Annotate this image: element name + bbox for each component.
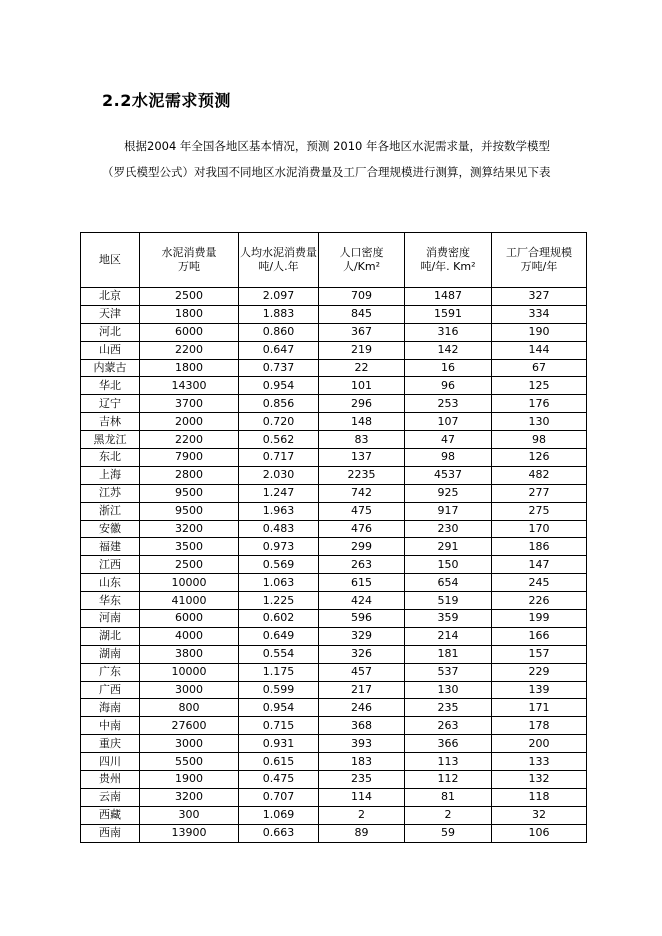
per-capita-cell: 0.554 xyxy=(239,645,319,663)
plant-scale-cell: 190 xyxy=(492,323,587,341)
consumption-cell: 10000 xyxy=(140,574,239,592)
population-density-cell: 2235 xyxy=(319,466,405,484)
consumption-cell: 3800 xyxy=(140,645,239,663)
population-density-cell: 217 xyxy=(319,681,405,699)
table-row xyxy=(81,788,587,806)
consumption-density-cell: 235 xyxy=(405,699,492,717)
consumption-density-cell: 263 xyxy=(405,717,492,735)
consumption-cell: 2800 xyxy=(140,466,239,484)
plant-scale-cell: 144 xyxy=(492,341,587,359)
intro-paragraph-text: 根据2004 年全国各地区基本情况，预测 2010 年各地区水泥需求量，并按数学模型（罗氏模型公式）对我国不同地区水泥消费量及工厂合理规模进行测算，测算结果见下表 xyxy=(102,139,551,179)
region-cell: 海南 xyxy=(81,699,140,717)
per-capita-cell: 0.475 xyxy=(239,771,319,789)
per-capita-cell: 1.247 xyxy=(239,484,319,502)
plant-scale-cell: 199 xyxy=(492,610,587,628)
plant-scale-cell: 98 xyxy=(492,431,587,449)
table-row xyxy=(81,824,587,842)
table-row xyxy=(81,323,587,341)
plant-scale-cell: 176 xyxy=(492,395,587,413)
table-row xyxy=(81,753,587,771)
population-density-cell: 148 xyxy=(319,413,405,431)
per-capita-cell: 0.737 xyxy=(239,359,319,377)
consumption-density-header: 消费密度 吨/年. Km² xyxy=(405,233,492,288)
per-capita-header: 人均水泥消费量 吨/人.年 xyxy=(239,233,319,288)
plant-scale-cell: 186 xyxy=(492,538,587,556)
population-density-cell: 2 xyxy=(319,806,405,824)
consumption-cell: 1800 xyxy=(140,359,239,377)
per-capita-cell: 0.856 xyxy=(239,395,319,413)
plant-scale-cell: 32 xyxy=(492,806,587,824)
per-capita-cell: 0.569 xyxy=(239,556,319,574)
population-density-cell: 83 xyxy=(319,431,405,449)
region-cell: 西南 xyxy=(81,824,140,842)
consumption-cell: 9500 xyxy=(140,484,239,502)
region-cell: 河北 xyxy=(81,323,140,341)
region-cell: 东北 xyxy=(81,449,140,467)
table-row xyxy=(81,449,587,467)
per-capita-cell: 0.954 xyxy=(239,699,319,717)
population-density-cell: 246 xyxy=(319,699,405,717)
plant-scale-cell: 132 xyxy=(492,771,587,789)
region-cell: 山西 xyxy=(81,341,140,359)
plant-scale-cell: 126 xyxy=(492,449,587,467)
table-row xyxy=(81,341,587,359)
per-capita-cell: 0.599 xyxy=(239,681,319,699)
consumption-density-cell: 150 xyxy=(405,556,492,574)
plant-scale-cell: 275 xyxy=(492,502,587,520)
region-cell: 湖南 xyxy=(81,645,140,663)
consumption-density-cell: 291 xyxy=(405,538,492,556)
consumption-cell: 5500 xyxy=(140,753,239,771)
table-row xyxy=(81,717,587,735)
consumption-density-cell: 2 xyxy=(405,806,492,824)
table-row xyxy=(81,288,587,306)
population-density-cell: 845 xyxy=(319,305,405,323)
region-cell: 安徽 xyxy=(81,520,140,538)
table-row xyxy=(81,556,587,574)
consumption-density-cell: 925 xyxy=(405,484,492,502)
plant-scale-cell: 133 xyxy=(492,753,587,771)
plant-scale-cell: 106 xyxy=(492,824,587,842)
consumption-cell: 6000 xyxy=(140,323,239,341)
per-capita-cell: 1.175 xyxy=(239,663,319,681)
region-cell: 吉林 xyxy=(81,413,140,431)
table-row xyxy=(81,520,587,538)
table-row xyxy=(81,663,587,681)
consumption-density-cell: 1591 xyxy=(405,305,492,323)
region-cell: 江西 xyxy=(81,556,140,574)
table-row xyxy=(81,574,587,592)
region-cell: 四川 xyxy=(81,753,140,771)
region-cell: 浙江 xyxy=(81,502,140,520)
table-row xyxy=(81,359,587,377)
consumption-cell: 2000 xyxy=(140,413,239,431)
per-capita-cell: 0.707 xyxy=(239,788,319,806)
per-capita-cell: 1.225 xyxy=(239,592,319,610)
table-row xyxy=(81,395,587,413)
consumption-cell: 13900 xyxy=(140,824,239,842)
consumption-cell: 14300 xyxy=(140,377,239,395)
population-density-cell: 183 xyxy=(319,753,405,771)
per-capita-cell: 0.663 xyxy=(239,824,319,842)
table-row xyxy=(81,413,587,431)
region-cell: 中南 xyxy=(81,717,140,735)
plant-scale-cell: 200 xyxy=(492,735,587,753)
population-density-cell: 101 xyxy=(319,377,405,395)
population-density-cell: 89 xyxy=(319,824,405,842)
per-capita-cell: 1.883 xyxy=(239,305,319,323)
plant-scale-cell: 245 xyxy=(492,574,587,592)
population-density-cell: 475 xyxy=(319,502,405,520)
table-row xyxy=(81,681,587,699)
consumption-cell: 2500 xyxy=(140,288,239,306)
table-row xyxy=(81,305,587,323)
per-capita-cell: 0.720 xyxy=(239,413,319,431)
per-capita-cell: 1.069 xyxy=(239,806,319,824)
population-density-header: 人口密度 人/Km² xyxy=(319,233,405,288)
plant-scale-cell: 334 xyxy=(492,305,587,323)
table-row xyxy=(81,484,587,502)
consumption-cell: 3000 xyxy=(140,681,239,699)
region-cell: 山东 xyxy=(81,574,140,592)
population-density-cell: 219 xyxy=(319,341,405,359)
table-row xyxy=(81,466,587,484)
table-row xyxy=(81,538,587,556)
table-row xyxy=(81,627,587,645)
plant-scale-cell: 139 xyxy=(492,681,587,699)
consumption-density-cell: 98 xyxy=(405,449,492,467)
region-cell: 天津 xyxy=(81,305,140,323)
population-density-cell: 368 xyxy=(319,717,405,735)
consumption-density-cell: 112 xyxy=(405,771,492,789)
population-density-cell: 329 xyxy=(319,627,405,645)
population-density-cell: 263 xyxy=(319,556,405,574)
consumption-density-cell: 230 xyxy=(405,520,492,538)
table-row xyxy=(81,771,587,789)
region-cell: 北京 xyxy=(81,288,140,306)
consumption-cell: 1900 xyxy=(140,771,239,789)
plant-scale-cell: 118 xyxy=(492,788,587,806)
plant-scale-cell: 67 xyxy=(492,359,587,377)
consumption-density-cell: 142 xyxy=(405,341,492,359)
plant-scale-cell: 157 xyxy=(492,645,587,663)
consumption-cell: 41000 xyxy=(140,592,239,610)
per-capita-cell: 0.717 xyxy=(239,449,319,467)
consumption-density-cell: 366 xyxy=(405,735,492,753)
per-capita-cell: 1.063 xyxy=(239,574,319,592)
region-header: 地区 xyxy=(81,233,140,288)
consumption-cell: 2500 xyxy=(140,556,239,574)
table-row xyxy=(81,431,587,449)
consumption-density-cell: 113 xyxy=(405,753,492,771)
population-density-cell: 742 xyxy=(319,484,405,502)
per-capita-cell: 0.562 xyxy=(239,431,319,449)
per-capita-cell: 0.649 xyxy=(239,627,319,645)
population-density-cell: 137 xyxy=(319,449,405,467)
per-capita-cell: 0.483 xyxy=(239,520,319,538)
plant-scale-cell: 482 xyxy=(492,466,587,484)
table-row xyxy=(81,699,587,717)
consumption-density-cell: 654 xyxy=(405,574,492,592)
region-cell: 黑龙江 xyxy=(81,431,140,449)
population-density-cell: 299 xyxy=(319,538,405,556)
consumption-density-cell: 519 xyxy=(405,592,492,610)
plant-scale-cell: 130 xyxy=(492,413,587,431)
per-capita-cell: 2.097 xyxy=(239,288,319,306)
consumption-header: 水泥消费量 万吨 xyxy=(140,233,239,288)
plant-scale-cell: 226 xyxy=(492,592,587,610)
region-cell: 湖北 xyxy=(81,627,140,645)
plant-scale-cell: 178 xyxy=(492,717,587,735)
consumption-density-cell: 359 xyxy=(405,610,492,628)
plant-scale-cell: 229 xyxy=(492,663,587,681)
consumption-density-cell: 107 xyxy=(405,413,492,431)
consumption-cell: 27600 xyxy=(140,717,239,735)
per-capita-cell: 0.860 xyxy=(239,323,319,341)
per-capita-cell: 2.030 xyxy=(239,466,319,484)
per-capita-cell: 0.615 xyxy=(239,753,319,771)
consumption-density-cell: 4537 xyxy=(405,466,492,484)
region-cell: 华东 xyxy=(81,592,140,610)
consumption-cell: 300 xyxy=(140,806,239,824)
region-cell: 云南 xyxy=(81,788,140,806)
consumption-density-cell: 81 xyxy=(405,788,492,806)
consumption-cell: 3000 xyxy=(140,735,239,753)
consumption-cell: 3700 xyxy=(140,395,239,413)
plant-scale-header: 工厂合理规模 万吨/年 xyxy=(492,233,587,288)
plant-scale-cell: 171 xyxy=(492,699,587,717)
population-density-cell: 476 xyxy=(319,520,405,538)
consumption-cell: 3200 xyxy=(140,520,239,538)
population-density-cell: 326 xyxy=(319,645,405,663)
per-capita-cell: 1.963 xyxy=(239,502,319,520)
population-density-cell: 615 xyxy=(319,574,405,592)
consumption-density-cell: 917 xyxy=(405,502,492,520)
plant-scale-cell: 166 xyxy=(492,627,587,645)
population-density-cell: 424 xyxy=(319,592,405,610)
region-cell: 重庆 xyxy=(81,735,140,753)
table-row xyxy=(81,735,587,753)
consumption-density-cell: 130 xyxy=(405,681,492,699)
region-cell: 辽宁 xyxy=(81,395,140,413)
consumption-density-cell: 316 xyxy=(405,323,492,341)
population-density-cell: 235 xyxy=(319,771,405,789)
consumption-cell: 800 xyxy=(140,699,239,717)
plant-scale-cell: 147 xyxy=(492,556,587,574)
per-capita-cell: 0.954 xyxy=(239,377,319,395)
consumption-cell: 10000 xyxy=(140,663,239,681)
consumption-cell: 3200 xyxy=(140,788,239,806)
consumption-density-cell: 1487 xyxy=(405,288,492,306)
plant-scale-cell: 125 xyxy=(492,377,587,395)
per-capita-cell: 0.602 xyxy=(239,610,319,628)
region-cell: 广东 xyxy=(81,663,140,681)
population-density-cell: 457 xyxy=(319,663,405,681)
population-density-cell: 393 xyxy=(319,735,405,753)
consumption-density-cell: 537 xyxy=(405,663,492,681)
region-cell: 河南 xyxy=(81,610,140,628)
region-cell: 贵州 xyxy=(81,771,140,789)
cement-demand-table xyxy=(80,232,587,843)
region-cell: 广西 xyxy=(81,681,140,699)
consumption-cell: 3500 xyxy=(140,538,239,556)
consumption-cell: 2200 xyxy=(140,341,239,359)
consumption-cell: 1800 xyxy=(140,305,239,323)
consumption-density-cell: 96 xyxy=(405,377,492,395)
table-row xyxy=(81,645,587,663)
population-density-cell: 22 xyxy=(319,359,405,377)
consumption-density-cell: 16 xyxy=(405,359,492,377)
consumption-density-cell: 47 xyxy=(405,431,492,449)
table-row xyxy=(81,592,587,610)
region-cell: 江苏 xyxy=(81,484,140,502)
per-capita-cell: 0.931 xyxy=(239,735,319,753)
table-row xyxy=(81,377,587,395)
region-cell: 西藏 xyxy=(81,806,140,824)
table-body xyxy=(81,288,587,843)
consumption-density-cell: 181 xyxy=(405,645,492,663)
consumption-cell: 6000 xyxy=(140,610,239,628)
consumption-cell: 2200 xyxy=(140,431,239,449)
region-cell: 上海 xyxy=(81,466,140,484)
consumption-density-cell: 214 xyxy=(405,627,492,645)
population-density-cell: 296 xyxy=(319,395,405,413)
table-row xyxy=(81,610,587,628)
consumption-density-cell: 253 xyxy=(405,395,492,413)
table-row xyxy=(81,806,587,824)
population-density-cell: 596 xyxy=(319,610,405,628)
region-cell: 福建 xyxy=(81,538,140,556)
per-capita-cell: 0.647 xyxy=(239,341,319,359)
section-heading: 2.2水泥需求预测 xyxy=(102,91,231,110)
per-capita-cell: 0.715 xyxy=(239,717,319,735)
population-density-cell: 367 xyxy=(319,323,405,341)
plant-scale-cell: 277 xyxy=(492,484,587,502)
table-row xyxy=(81,502,587,520)
consumption-cell: 9500 xyxy=(140,502,239,520)
consumption-cell: 4000 xyxy=(140,627,239,645)
plant-scale-cell: 170 xyxy=(492,520,587,538)
consumption-density-cell: 59 xyxy=(405,824,492,842)
consumption-cell: 7900 xyxy=(140,449,239,467)
per-capita-cell: 0.973 xyxy=(239,538,319,556)
region-cell: 内蒙古 xyxy=(81,359,140,377)
population-density-cell: 709 xyxy=(319,288,405,306)
population-density-cell: 114 xyxy=(319,788,405,806)
header-row xyxy=(81,233,587,288)
plant-scale-cell: 327 xyxy=(492,288,587,306)
table-header xyxy=(81,233,587,288)
region-cell: 华北 xyxy=(81,377,140,395)
intro-paragraph xyxy=(102,133,572,185)
